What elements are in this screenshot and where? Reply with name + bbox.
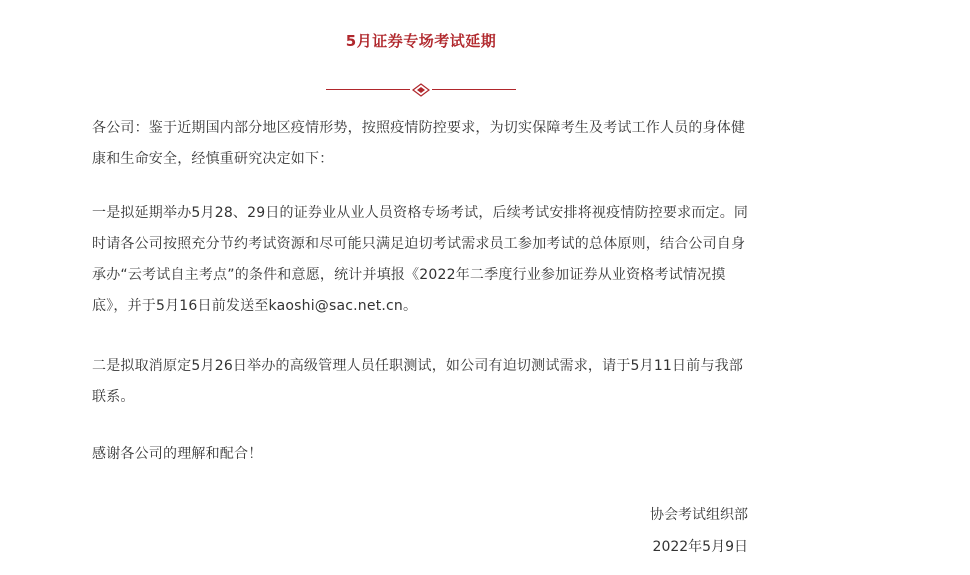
- title-block: [326, 30, 516, 70]
- paragraph-item-two: 二是拟取消原定5月26日举办的高级管理人员任职测试，如公司有迫切测试需求，请于5月11日前与我部联系。: [92, 358, 744, 405]
- page-title: 5月证券专场考试延期: [345, 32, 497, 50]
- paragraph-thanks: 感谢各公司的理解和配合！: [92, 446, 263, 462]
- paragraph-item-one: 一是拟延期举办5月28、29日的证券业从业人员资格专场考试，后续考试安排将视疫情防控要求而定。同时请各公司按照充分节约考试资源和尽可能只满足迫切考试需求员工参加考试的总体原则，结合公司自身承办“云考试自主考点”的条件和意愿，统计并填报《2022年二季度行业参加证券从业资格考试情况摸底》，并于5月16日前发送至kaoshi@sac.net.cn。: [92, 205, 749, 314]
- divider-line-left: [326, 89, 410, 90]
- title-divider: [326, 83, 516, 97]
- signature-org: 协会考试组织部: [650, 507, 748, 523]
- paragraph-intro: 各公司：鉴于近期国内部分地区疫情形势，按照疫情防控要求，为切实保障考生及考试工作人员的身体健康和生命安全，经慎重研究决定如下：: [92, 120, 746, 167]
- signature-date: 2022年5月9日: [652, 539, 748, 555]
- diamond-ornament-icon: [411, 83, 431, 97]
- divider-line-right: [432, 89, 516, 90]
